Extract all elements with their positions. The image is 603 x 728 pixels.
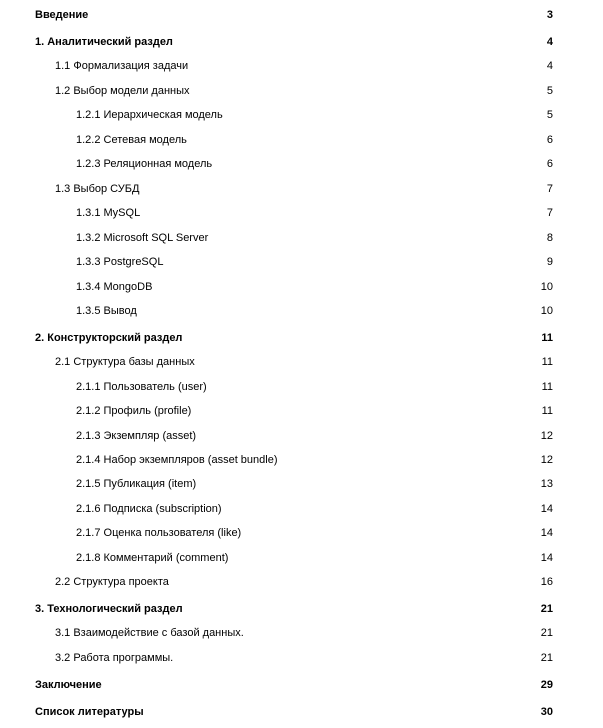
toc-entry-title: 3. Технологический раздел: [35, 603, 183, 615]
toc-entry-title: 1.3.2 Microsoft SQL Server: [76, 232, 209, 244]
toc-entry-title: 1.3.4 MongoDB: [76, 281, 153, 293]
toc-entry-title: 1.2 Выбор модели данных: [55, 85, 190, 97]
toc-entry-title: 2.1.4 Набор экземпляров (asset bundle): [76, 454, 278, 466]
toc-entry[interactable]: [0, 428, 603, 444]
toc-entry[interactable]: [0, 476, 603, 492]
toc-entry-page: 11: [541, 356, 553, 368]
toc-entry-title: Список литературы: [35, 706, 144, 718]
toc-entry-page: 7: [546, 207, 553, 219]
toc-entry-title: 3.2 Работа программы.: [55, 652, 174, 664]
toc-entry-title: 2.1.6 Подписка (subscription): [76, 503, 222, 515]
toc-entry[interactable]: [0, 601, 603, 617]
toc-entry-title: 1.3.5 Вывод: [76, 305, 137, 317]
toc-entry[interactable]: [0, 132, 603, 148]
toc-entry-page: 10: [540, 305, 553, 317]
toc-entry-title: 1.1 Формализация задачи: [55, 60, 189, 72]
toc-entry-page: 10: [540, 281, 553, 293]
toc-entry[interactable]: [0, 107, 603, 123]
toc-entry-page: 6: [546, 134, 553, 146]
toc-entry-page: 11: [541, 381, 553, 393]
toc-entry-page: 12: [540, 454, 553, 466]
toc-entry-title: 1.2.3 Реляционная модель: [76, 158, 213, 170]
toc-entry-page: 21: [540, 652, 553, 664]
toc-entry-title: 1.3.1 MySQL: [76, 207, 141, 219]
toc-entry[interactable]: [0, 230, 603, 246]
toc-entry-page: 9: [546, 256, 553, 268]
toc-entry[interactable]: [0, 279, 603, 295]
toc-entry-page: 8: [546, 232, 553, 244]
toc-entry[interactable]: [0, 525, 603, 541]
toc-entry-title: 2. Конструкторский раздел: [35, 332, 183, 344]
toc-entry-title: 2.1.5 Публикация (item): [76, 478, 197, 490]
toc-entry[interactable]: [0, 254, 603, 270]
toc-entry-title: 1.2.1 Иерархическая модель: [76, 109, 223, 121]
toc-entry-page: 11: [541, 332, 553, 344]
toc-entry-page: 6: [546, 158, 553, 170]
toc-entry[interactable]: [0, 452, 603, 468]
toc-entry-title: 2.1.1 Пользователь (user): [76, 381, 207, 393]
toc-entry-page: 3: [546, 9, 553, 21]
toc-entry-title: Заключение: [35, 679, 102, 691]
toc-entry-page: 14: [540, 527, 553, 539]
toc-entry-page: 11: [541, 405, 553, 417]
toc-entry[interactable]: [0, 501, 603, 517]
toc-entry[interactable]: [0, 677, 603, 693]
toc-entry[interactable]: [0, 83, 603, 99]
toc-entry-title: 1.3 Выбор СУБД: [55, 183, 140, 195]
toc-entry-page: 4: [546, 60, 553, 72]
toc-entry-page: 7: [546, 183, 553, 195]
toc-entry[interactable]: [0, 156, 603, 172]
toc-entry-page: 30: [540, 706, 553, 718]
toc-entry-page: 14: [540, 552, 553, 564]
toc-entry[interactable]: [0, 330, 603, 346]
toc-entry[interactable]: [0, 550, 603, 566]
toc-entry[interactable]: [0, 650, 603, 666]
toc-entry[interactable]: [0, 303, 603, 319]
toc-entry-title: 1. Аналитический раздел: [35, 36, 173, 48]
toc-entry-title: 2.2 Структура проекта: [55, 576, 169, 588]
toc-entry-title: 2.1.8 Комментарий (comment): [76, 552, 229, 564]
toc-entry[interactable]: [0, 704, 603, 720]
toc-entry-title: 2.1 Структура базы данных: [55, 356, 195, 368]
toc-entry[interactable]: [0, 403, 603, 419]
toc-entry-title: 2.1.3 Экземпляр (asset): [76, 430, 197, 442]
toc-entry[interactable]: [0, 58, 603, 74]
toc-entry-title: 1.2.2 Сетевая модель: [76, 134, 187, 146]
toc-entry[interactable]: [0, 205, 603, 221]
toc-entry[interactable]: [0, 7, 603, 23]
toc-entry-page: 5: [546, 109, 553, 121]
toc-entry[interactable]: [0, 574, 603, 590]
toc-entry[interactable]: [0, 625, 603, 641]
toc-entry-page: 16: [540, 576, 553, 588]
toc-entry-title: 2.1.7 Оценка пользователя (like): [76, 527, 242, 539]
toc-entry-page: 4: [546, 36, 553, 48]
toc-entry-page: 12: [540, 430, 553, 442]
toc-entry-page: 21: [540, 627, 553, 639]
toc-entry[interactable]: [0, 34, 603, 50]
toc-entry[interactable]: [0, 379, 603, 395]
toc-entry-page: 29: [540, 679, 553, 691]
toc-entry-title: Введение: [35, 9, 89, 21]
toc-entry-title: 1.3.3 PostgreSQL: [76, 256, 164, 268]
toc-entry-title: 2.1.2 Профиль (profile): [76, 405, 192, 417]
toc-entry-page: 21: [540, 603, 553, 615]
toc-entry-page: 14: [540, 503, 553, 515]
toc-entry[interactable]: [0, 181, 603, 197]
toc-entry-page: 5: [546, 85, 553, 97]
toc-entry-page: 13: [540, 478, 553, 490]
toc-entry[interactable]: [0, 354, 603, 370]
toc-entry-title: 3.1 Взаимодействие с базой данных.: [55, 627, 244, 639]
